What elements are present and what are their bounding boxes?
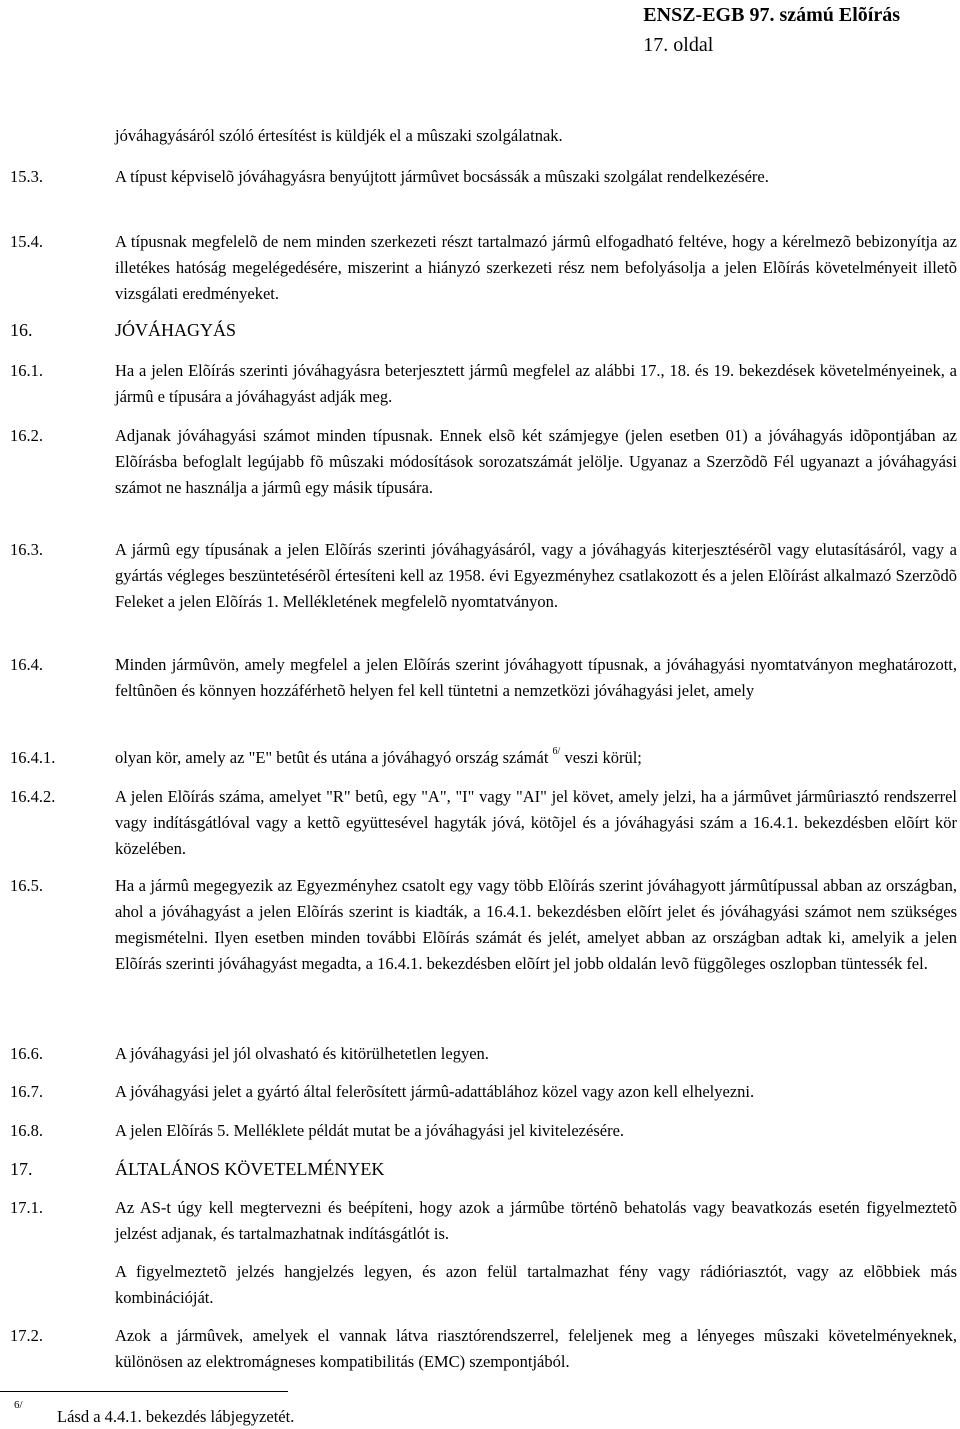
paragraph-number: 16.6.	[10, 1044, 43, 1063]
paragraph-text: A típust képviselõ jóváhagyásra benyújtott jármûvet bocsássák a mûszaki szolgálat rendelkezésére.	[115, 167, 769, 186]
paragraph-text-part: veszi körül;	[560, 748, 642, 767]
paragraph-text: Minden jármûvön, amely megfelel a jelen Elõírás szerint jóváhagyott típusnak, a jóváhagyási nyomtatványon meghatározott, feltûnõen és könnyen hozzáférhetõ helyen fel kell tüntetni a nemzetközi jóváhagyási jelet, amely	[115, 655, 957, 700]
paragraph-number: 16.7.	[10, 1082, 43, 1101]
footnote-text: Lásd a 4.4.1. bekezdés lábjegyzetét.	[57, 1407, 295, 1426]
footnote-mark: 6/	[14, 1399, 23, 1411]
paragraph-number: 15.4.	[10, 232, 43, 251]
page-header	[643, 0, 900, 60]
paragraph-number: 16.3.	[10, 540, 43, 559]
section-number: 16.	[10, 320, 33, 340]
paragraph-text: A jelen Elõírás száma, amelyet "R" betû, egy "A", "I" vagy "AI" jel követ, amely jelzi, ha a jármûvet jármûriasztó rendszerrel vagy indításgátlóval vagy a kettõ együttesével hagyták jóvá, kötõjel és a jóváhagyási szám a 16.4.1. bekezdésben elõírt kör közelében.	[115, 787, 957, 858]
paragraph-text: jóváhagyásáról szóló értesítést is küldjék el a mûszaki szolgálatnak.	[115, 126, 563, 145]
document-title: ENSZ-EGB 97. számú Elõírás	[643, 4, 900, 26]
paragraph-text	[115, 745, 957, 771]
paragraph-number: 16.4.	[10, 655, 43, 674]
paragraph-text: Az AS-t úgy kell megtervezni és beépíteni, hogy azok a jármûbe történõ behatolás vagy beavatkozás esetén figyelmeztetõ jelzést adjanak, és tartalmazhatnak indításgátlót is.	[115, 1198, 957, 1243]
paragraph-text: A típusnak megfelelõ de nem minden szerkezeti részt tartalmazó jármû elfogadható feltéve, hogy a kérelmezõ bebizonyítja az illetékes hatóság megelégedésére, miszerint a hiányzó szerkezeti rész nem befolyásolja a jelen Elõírás követelményeit illetõ vizsgálati eredményeket.	[115, 232, 957, 303]
section-title: JÓVÁHAGYÁS	[115, 320, 237, 340]
section-number: 17.	[10, 1159, 33, 1179]
paragraph-number: 17.1.	[10, 1198, 43, 1217]
paragraph-text: Ha a jármû megegyezik az Egyezményhez csatolt egy vagy több Elõírás szerint jóváhagyott jármûtípussal abban az országban, ahol a jóváhagyást a jelen Elõírás szerint is kiadták, a 16.4.1. bekezdésben elõírt jelet és jóváhagyási számot nem szükséges megismételni. Ilyen esetben minden további Elõírás számát és jelét, amelyet abban az országban adtak ki, amelyik a jelen Elõírás szerinti jóváhagyást megadta, a 16.4.1. bekezdésben elõírt jel jobb oldalán levõ függõleges oszlopban tüntessék fel.	[115, 876, 957, 973]
paragraph-number: 16.1.	[10, 361, 43, 380]
footnote-divider	[0, 1391, 288, 1392]
paragraph-text: A figyelmeztetõ jelzés hangjelzés legyen, és azon felül tartalmazhat fény vagy rádióriasztót, vagy az elõbbiek más kombinációját.	[115, 1262, 957, 1307]
section-title: ÁLTALÁNOS KÖVETELMÉNYEK	[115, 1159, 385, 1179]
paragraph-number: 16.4.2.	[10, 787, 56, 806]
paragraph-number: 15.3.	[10, 167, 43, 186]
paragraph-text-part: olyan kör, amely az "E" betût és utána a jóváhagyó ország számát	[115, 748, 553, 767]
paragraph-text: A jóváhagyási jelet a gyártó által felerõsített jármû-adattáblához közel vagy azon kell elhelyezni.	[115, 1082, 755, 1101]
footnote-reference: 6/	[552, 746, 561, 757]
paragraph-text: Azok a jármûvek, amelyek el vannak látva riasztórendszerrel, feleljenek meg a lényeges mûszaki követelményeknek, különösen az elektromágneses kompatibilitás (EMC) szempontjából.	[115, 1326, 957, 1371]
paragraph-text: Ha a jelen Elõírás szerinti jóváhagyásra beterjesztett jármû megfelel az alábbi 17., 18. és 19. bekezdések követelményeinek, a jármû e típusára a jóváhagyást adják meg.	[115, 361, 957, 406]
paragraph-text: A jelen Elõírás 5. Melléklete példát mutat be a jóváhagyási jel kivitelezésére.	[115, 1121, 625, 1140]
paragraph-text: A jóváhagyási jel jól olvasható és kitörülhetetlen legyen.	[115, 1044, 489, 1063]
paragraph-number: 16.4.1.	[10, 748, 56, 767]
paragraph-number: 16.5.	[10, 876, 43, 895]
paragraph-number: 16.8.	[10, 1121, 43, 1140]
paragraph-number: 16.2.	[10, 426, 43, 445]
paragraph-number: 17.2.	[10, 1326, 43, 1345]
paragraph-text: Adjanak jóváhagyási számot minden típusnak. Ennek elsõ két számjegye (jelen esetben 01) a jóváhagyás idõpontjában az Elõírásba befoglalt legújabb fõ mûszaki módosítások sorozatszámát jelölje. Ugyanaz a Szerzõdõ Fél ugyanazt a jóváhagyási számot ne használja a jármû egy másik típusára.	[115, 426, 957, 497]
page-number: 17. oldal	[643, 34, 714, 56]
paragraph-text: A jármû egy típusának a jelen Elõírás szerinti jóváhagyásáról, vagy a jóváhagyás kiterjesztésérõl vagy elutasításáról, vagy a gyártás végleges beszüntetésérõl értesíteni kell az 1958. évi Egyezményhez csatlakozott és a jelen Elõírást alkalmazó Szerzõdõ Feleket a jelen Elõírás 1. Mellékletének megfelelõ nyomtatványon.	[115, 540, 957, 611]
